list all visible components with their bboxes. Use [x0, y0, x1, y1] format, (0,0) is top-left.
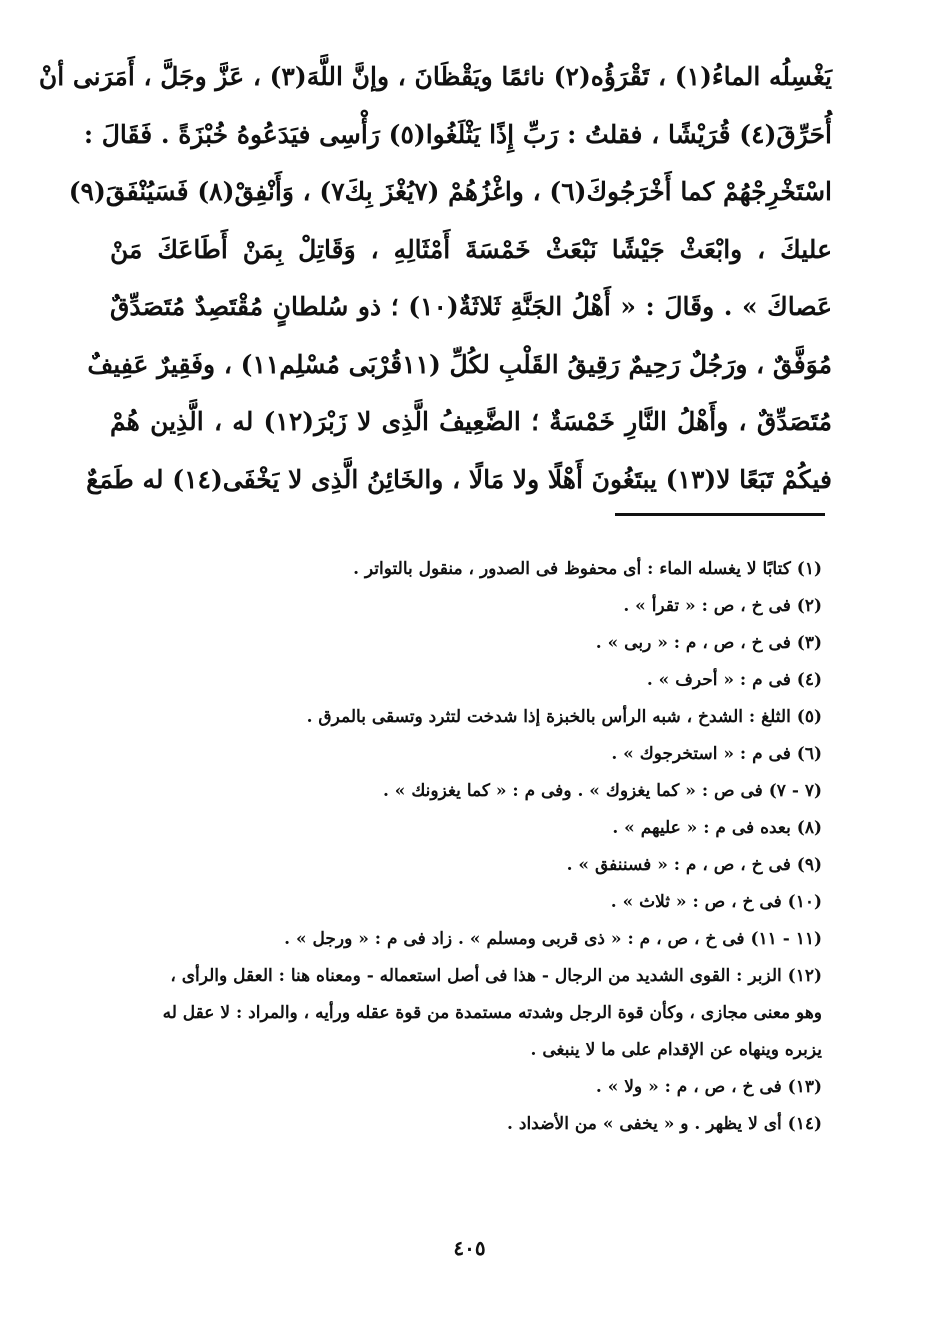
- main-text-line: عليكَ ، وابْعَثْ جَيْشًا نَبْعَثْ خَمْسَةَ أَمْثَالِهِ ، وَقَاتِلْ بِمَنْ أَطَاعَكَ مَنْ: [110, 234, 832, 264]
- footnote: (١٣) فى خ ، ص ، م : « ولا » .: [595, 1077, 822, 1097]
- footnote-separator: [615, 513, 825, 516]
- footnote-continuation: وهو معنى مجازى ، وكأن قوة الرجل وشدته مستمدة من قوة عقله ورأيه ، والمراد : لا عقل له: [162, 1003, 822, 1023]
- footnote: (١) كتابًا لا يغسله الماء : أى محفوظ فى الصدور ، منقول بالتواتر .: [353, 559, 822, 579]
- footnote: (٣) فى خ ، ص ، م : « ربى » .: [595, 633, 822, 653]
- main-text-line: مُوَفَّقٌ ، ورَجُلٌ رَحِيمٌ رَقِيقُ القَلْبِ لكُلِّ (١١قُرْبَى مُسْلِم١١) ، وفَقِيرٌ عَفِيفٌ: [87, 349, 832, 379]
- page-number: ٤٠٥: [453, 1236, 486, 1260]
- main-text-block: [38, 48, 833, 508]
- footnote: (٩) فى خ ، ص ، م : « فسننفق » .: [566, 855, 822, 875]
- footnote: (١٤) أى لا يظهر . و « يخفى » من الأضداد .: [507, 1114, 822, 1134]
- main-text-line: مُتَصَدِّقٌ ، وأَهْلُ النَّارِ خَمْسَةٌ ؛ الضَّعِيفُ الَّذِى لا زَبْرَ(١٢) له ، الَّذِين هُمْ: [110, 407, 833, 436]
- footnotes-block: [108, 551, 822, 1143]
- footnote: (٥) الثلغ : الشدخ ، شبه الرأس بالخبزة إذا شدخت لتثرد وتسقى بالمرق .: [306, 707, 822, 727]
- main-text-line: اسْتَخْرِجْهُمْ كما أَخْرَجُوكَ(٦) ، واغْزُهُمْ (٧يُغْزَ بِكَ٧) ، وَأَنْفِقْ(٨) فَسَيُنْفَقَ(٩): [68, 177, 832, 206]
- footnote: (٨) بعده فى م : « عليهم » .: [612, 818, 822, 838]
- main-text-line: عَصاكَ » . وقَالَ : « أَهْلُ الجَنَّةِ ثَلاثَةٌ(١٠) ؛ ذو سُلطانٍ مُقْتَصِدٌ مُتَصَدِّقٌ: [110, 292, 832, 321]
- footnote-continuation: يزبره وينهاه عن الإقدام على ما لا ينبغى .: [530, 1040, 822, 1060]
- main-text-line: يَغْسِلُه الماءُ(١) ، تَقْرَؤُه(٢) نائمًا ويَقْظَانَ ، وإنَّ اللَّهَ(٣) ، عَزَّ وجَلَّ ، أَمَرَنى أنْ: [38, 62, 832, 91]
- footnote: (١٢) الزبر : القوى الشديد من الرجال - هذا فى أصل استعماله - ومعناه هنا : العقل والرأى ،: [170, 966, 822, 986]
- footnote: (٦) فى م : « استخرجوك » .: [611, 744, 822, 764]
- footnote: (٧ - ٧) فى ص : « كما يغزوك » . وفى م : « كما يغزونك » .: [382, 781, 822, 801]
- footnote: (١٠) فى خ ، ص : « ثلاث » .: [610, 892, 822, 912]
- footnote: (٢) فى خ ، ص : « تقرأ » .: [623, 596, 822, 616]
- main-text-line: فيكُمْ تَبَعًا لا(١٣) يبتَغُونَ أَهْلًا ولا مَالًا ، والخَائِنُ الَّذِى لا يَخْفَى(١٤) له طَمَعٌ: [86, 464, 832, 494]
- footnote: (١١ - ١١) فى خ ، ص ، م : « ذى قربى ومسلم » . زاد فى م : « ورجل » .: [284, 929, 822, 949]
- main-text-line: أُحَرِّقَ(٤) قُرَيْشًا ، فقلتُ : رَبِّ إِذًا يَثْلَغُوا(٥) رَأْسِى فيَدَعُوهُ خُبْزَةً . فَقَالَ :: [83, 119, 832, 149]
- footnote: (٤) فى م : « أحرف » .: [646, 670, 822, 690]
